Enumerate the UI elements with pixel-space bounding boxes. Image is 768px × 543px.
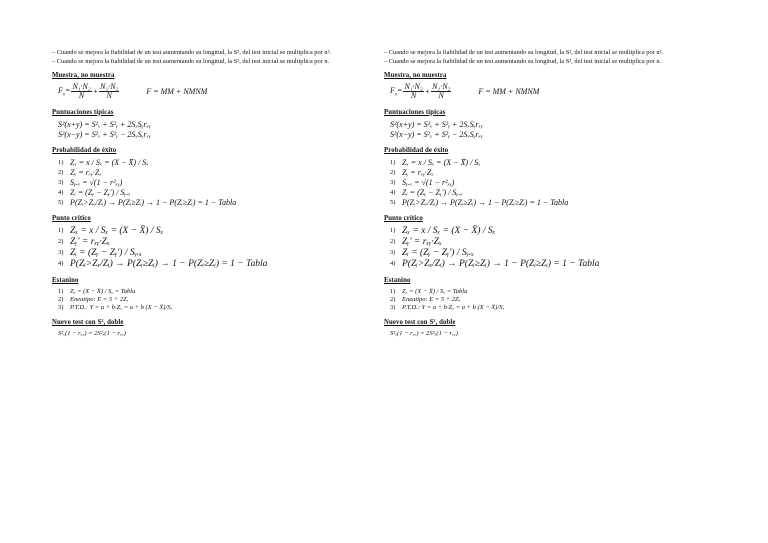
heading-muestra: Muestra, no muestra (384, 72, 447, 79)
est-3: P.T.D.: Y = a + b·Zₓ = a + b (X − X̄)/Sₓ (402, 303, 505, 311)
pc-3: Zᵢ = (Zᵧ − Zᵧ′) / Sᵧ.ₓ (402, 247, 474, 258)
heading-probabilidad: Probabilidad de éxito (52, 146, 117, 154)
f-numerator-b: N₁·N₂ (432, 82, 451, 91)
heading-estanino: Estanino (52, 276, 79, 284)
pc-2: Zᵧ′ = rₓᵧ·Zₓ (402, 236, 442, 247)
est-1: Zₓ = (X − X̄) / Sₓ = Tabla (70, 287, 136, 295)
note-line-2: – Cuando se mejora la fiabilidad de un test aumentando su longitud, la S², del test inicial se multiplica por n. (52, 58, 330, 65)
prob-1: Zₓ = x / Sₓ = (X − X̄) / Sₓ (70, 157, 149, 167)
var-sum: S²(x+y) = S²ₓ + S²ᵧ + 2SₓSᵧrₓᵧ (58, 119, 151, 129)
heading-punto-critico: Punto crítico (52, 214, 91, 222)
prob-4: Zᵢ = (Zᵧ − Zᵧ′) / Sᵧ.ₓ (402, 187, 463, 197)
formula-f: $F_x=$ $\frac{\text{N₁·N₂}}{N}$ + $\frac{\text{N₁·N₂}}{N}$ F = MM + NMNM (58, 82, 208, 101)
prob-5: P(Zᵢ>Zₓ/Zᵢ) → P(Zᵢ≥Zᵢ) → 1 − P(Zᵢ≥Zᵢ) = 1 − Tabla (402, 197, 569, 207)
var-sum: S²(x+y) = S²ₓ + S²ᵧ + 2SₓSᵧrₓᵧ (390, 119, 483, 129)
prob-4: Zᵢ = (Zᵧ − Zᵧ′) / Sᵧ.ₓ (70, 187, 131, 197)
f-denominator-b: N (438, 91, 444, 101)
right-column: – Cuando se mejora la fiabilidad de un test aumentando su longitud, la S², del test inicial se multiplica por n². – Cuando se mejora la fiabilidad de un test aumentando su longitud, la S², del test inicial se multiplica por n. Muestra, no muestra $F_x=$ $\frac{\text{N₁·N₂}}{N}$ + $\frac{\text{N₁·N₂}}{N}$ F = MM + NMNM Puntuaciones típicas S²(x+y) = S²ₓ + S²ᵧ + 2SₓSᵧrₓᵧ S²(x−y) = S²ₓ + S²ᵧ − 2SₓSᵧrₓᵧ Probabilidad de éxito 1) Zₓ = x / Sₓ = (X − X̄) / Sₓ 2) Zᵧ = rₓᵧ·Zₓ 3) Sᵧ.ₓ = √(1 − r²ₓᵧ) 4) Zᵢ = (Zᵧ − Zᵧ′) / Sᵧ.ₓ 5) P(Zᵢ>Zₓ/Zᵢ) → P(Zᵢ≥Zᵢ) → 1 − P(Zᵢ≥Zᵢ) = 1 − Tabla Punto crítico 1) Zₓ = x / Sₓ = (X − X̄) / Sₓ 2) Zᵧ′ = rₓᵧ·Zₓ 3) Zᵢ = (Zᵧ − Zᵧ′) / Sᵧ.ₓ 4) P(Zᵢ>Zₓ/Zᵢ) → P(Zᵢ≥Zᵢ) → 1 − P(Zᵢ≥Zᵢ) = 1 − Tabla Estanino 1) Zₓ = (X − X̄) / Sₓ = Tabla 2) Eneatipo: E = 5 + 2Zₓ 3) P.T.D.: Y = a + b·Zₓ = a + b (X − X̄)/Sₓ Nuevo test con S², doble S²ₓ(1 − rₓₓ) = 2S²ₓ(1 − rₓₓ) (384, 48, 714, 338)
heading-muestra: Muestra, no muestra (52, 72, 115, 79)
heading-puntuaciones: Puntuaciones típicas (384, 108, 446, 116)
est-3: P.T.D.: Y = a + b·Zₓ = a + b (X − X̄)/Sₓ (70, 303, 173, 311)
pc-1: Zₓ = x / Sₓ = (X − X̄) / Sₓ (70, 225, 164, 236)
pc-4: P(Zᵢ>Zₓ/Zᵢ) → P(Zᵢ≥Zᵢ) → 1 − P(Zᵢ≥Zᵢ) = 1 − Tabla (402, 258, 600, 269)
f-denominator-b: N (106, 91, 112, 101)
heading-nuevo-test: Nuevo test con S², doble (52, 318, 124, 326)
var-diff: S²(x−y) = S²ₓ + S²ᵧ − 2SₓSᵧrₓᵧ (390, 129, 483, 139)
note-line-2: – Cuando se mejora la fiabilidad de un test aumentando su longitud, la S², del test inicial se multiplica por n. (384, 58, 662, 65)
formula-f: $F_x=$ $\frac{\text{N₁·N₂}}{N}$ + $\frac{\text{N₁·N₂}}{N}$ F = MM + NMNM (390, 82, 540, 101)
nuevo-formula: S²ₓ(1 − rₓₓ) = 2S²ₓ(1 − rₓₓ) (58, 329, 126, 337)
note-line-1: – Cuando se mejora la fiabilidad de un test aumentando su longitud, la S², del test inicial se multiplica por n². (384, 49, 664, 56)
nuevo-formula: S²ₓ(1 − rₓₓ) = 2S²ₓ(1 − rₓₓ) (390, 329, 458, 337)
heading-estanino: Estanino (384, 276, 411, 284)
heading-punto-critico: Punto crítico (384, 214, 423, 222)
f-denominator-a: N (78, 91, 85, 101)
prob-5: P(Zᵢ>Zₓ/Zᵢ) → P(Zᵢ≥Zᵢ) → 1 − P(Zᵢ≥Zᵢ) = 1 − Tabla (70, 197, 237, 207)
left-column: – Cuando se mejora la fiabilidad de un test aumentando su longitud, la S², del test inicial se multiplica por n². – Cuando se mejora la fiabilidad de un test aumentando su longitud, la S², del test inicial se multiplica por n. Muestra, no muestra $F_x=$ $\frac{\text{N₁·N₂}}{N}$ + $\frac{\text{N₁·N₂}}{N}$ F = MM + NMNM Puntuaciones típicas S²(x+y) = S²ₓ + S²ᵧ + 2SₓSᵧrₓᵧ S²(x−y) = S²ₓ + S²ᵧ − 2SₓSᵧrₓᵧ Probabilidad de éxito 1) Zₓ = x / Sₓ = (X − X̄) / Sₓ 2) Zᵧ = rₓᵧ·Zₓ 3) Sᵧ.ₓ = √(1 − r²ₓᵧ) 4) Zᵢ = (Zᵧ − Zᵧ′) / Sᵧ.ₓ 5) P(Zᵢ>Zₓ/Zᵢ) → P(Zᵢ≥Zᵢ) → 1 − P(Zᵢ≥Zᵢ) = 1 − Tabla Punto crítico 1) Zₓ = x / Sₓ = (X − X̄) / Sₓ 2) Zᵧ′ = rₓᵧ·Zₓ 3) Zᵢ = (Zᵧ − Zᵧ′) / Sᵧ.ₓ 4) P(Zᵢ>Zₓ/Zᵢ) → P(Zᵢ≥Zᵢ) → 1 − P(Zᵢ≥Zᵢ) = 1 − Tabla Estanino 1) Zₓ = (X − X̄) / Sₓ = Tabla 2) Eneatipo: E = 5 + 2Zₓ 3) P.T.D.: Y = a + b·Zₓ = a + b (X − X̄)/Sₓ Nuevo test con S², doble S²ₓ(1 − rₓₓ) = 2S²ₓ(1 − rₓₓ) (52, 48, 382, 338)
f-second: F = MM + NMNM (478, 87, 540, 97)
est-2: Eneatipo: E = 5 + 2Zₓ (70, 295, 129, 303)
heading-probabilidad: Probabilidad de éxito (384, 146, 449, 154)
f-numerator-a: N₁·N₂ (72, 82, 91, 91)
pc-1: Zₓ = x / Sₓ = (X − X̄) / Sₓ (402, 225, 496, 236)
note-line-1: – Cuando se mejora la fiabilidad de un test aumentando su longitud, la S², del test inicial se multiplica por n². (52, 49, 332, 56)
pc-2: Zᵧ′ = rₓᵧ·Zₓ (70, 236, 110, 247)
prob-1: Zₓ = x / Sₓ = (X − X̄) / Sₓ (402, 157, 481, 167)
prob-2: Zᵧ = rₓᵧ·Zₓ (70, 167, 102, 177)
prob-2: Zᵧ = rₓᵧ·Zₓ (402, 167, 434, 177)
f-numerator-b: N₁·N₂ (100, 82, 119, 91)
pc-3: Zᵢ = (Zᵧ − Zᵧ′) / Sᵧ.ₓ (70, 247, 142, 258)
f-denominator-a: N (410, 91, 417, 101)
f-second: F = MM + NMNM (146, 87, 208, 97)
var-diff: S²(x−y) = S²ₓ + S²ᵧ − 2SₓSᵧrₓᵧ (58, 129, 151, 139)
heading-puntuaciones: Puntuaciones típicas (52, 108, 114, 116)
pc-4: P(Zᵢ>Zₓ/Zᵢ) → P(Zᵢ≥Zᵢ) → 1 − P(Zᵢ≥Zᵢ) = 1 − Tabla (70, 258, 268, 269)
prob-3: Sᵧ.ₓ = √(1 − r²ₓᵧ) (70, 177, 123, 187)
heading-nuevo-test: Nuevo test con S², doble (384, 318, 456, 326)
f-numerator-a: N₁·N₂ (404, 82, 423, 91)
est-2: Eneatipo: E = 5 + 2Zₓ (402, 295, 461, 303)
est-1: Zₓ = (X − X̄) / Sₓ = Tabla (402, 287, 468, 295)
prob-3: Sᵧ.ₓ = √(1 − r²ₓᵧ) (402, 177, 455, 187)
